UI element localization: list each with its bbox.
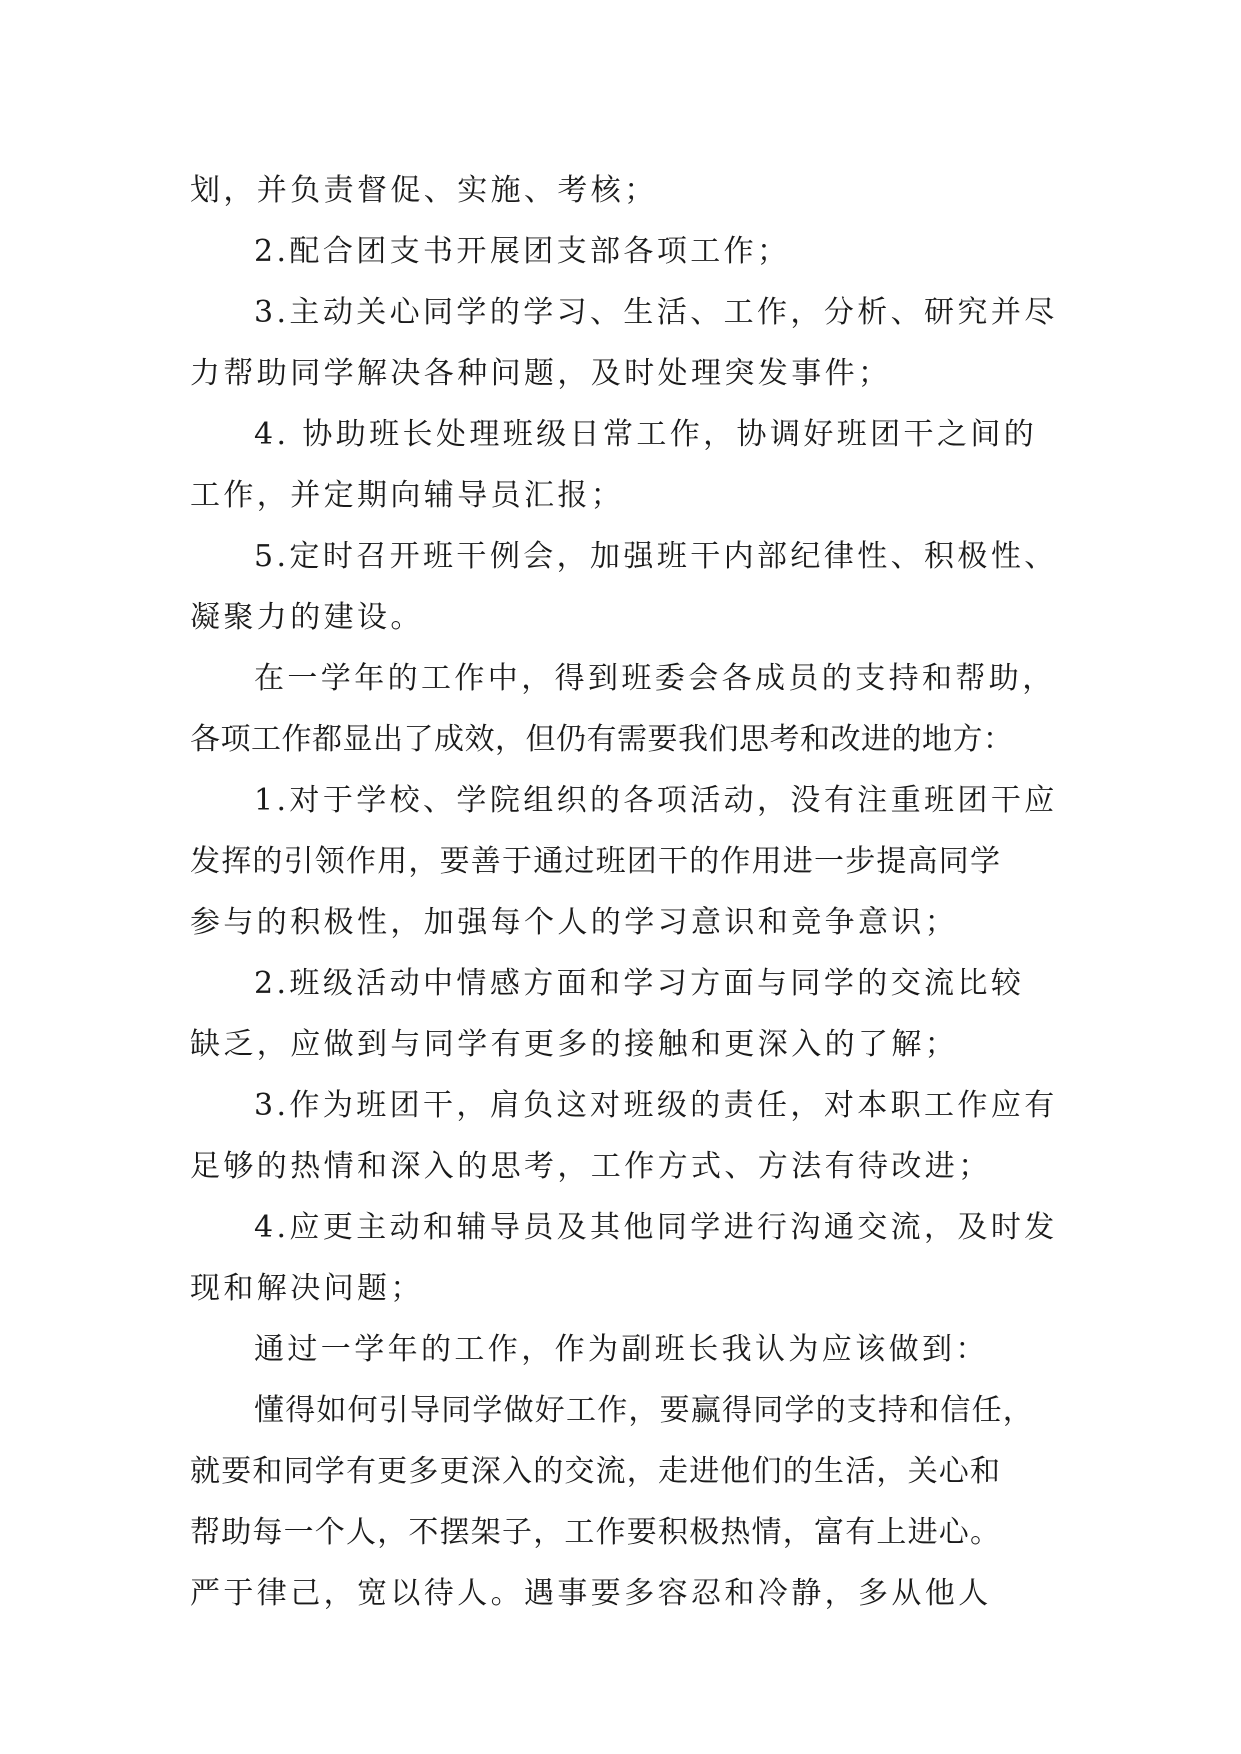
text-line: 就要和同学有更多更深入的交流，走进他们的生活，关心和 bbox=[190, 1454, 1002, 1489]
body-text bbox=[190, 160, 1070, 1624]
text-line: 在一学年的工作中，得到班委会各成员的支持和帮助， bbox=[254, 661, 1056, 696]
text-line: 4. 协助班长处理班级日常工作，协调好班团干之间的 bbox=[254, 417, 1038, 452]
text-line: 发挥的引领作用，要善于通过班团干的作用进一步提高同学 bbox=[190, 844, 1002, 879]
text-line: 缺乏，应做到与同学有更多的接触和更深入的了解； bbox=[190, 1027, 959, 1062]
text-line: 帮助每一个人，不摆架子，工作要积极热情，富有上进心。 bbox=[190, 1515, 1002, 1550]
text-line: 懂得如何引导同学做好工作，要赢得同学的支持和信任， bbox=[254, 1393, 1034, 1428]
text-line: 工作，并定期向辅导员汇报； bbox=[190, 478, 625, 513]
text-line: 严于律己，宽以待人。遇事要多容忍和冷静，多从他人 bbox=[190, 1576, 992, 1611]
text-line: 力帮助同学解决各种问题，及时处理突发事件； bbox=[190, 356, 892, 391]
text-line: 3.主动关心同学的学习、生活、工作，分析、研究并尽 bbox=[254, 295, 1058, 330]
text-line: 2.配合团支书开展团支部各项工作； bbox=[254, 234, 791, 269]
text-line: 通过一学年的工作，作为副班长我认为应该做到： bbox=[254, 1332, 989, 1367]
text-line: 各项工作都显出了成效，但仍有需要我们思考和改进的地方： bbox=[190, 722, 1014, 757]
text-line: 3.作为班团干，肩负这对班级的责任，对本职工作应有 bbox=[254, 1088, 1058, 1123]
text-line: 足够的热情和深入的思考，工作方式、方法有待改进； bbox=[190, 1149, 992, 1184]
text-line: 2.班级活动中情感方面和学习方面与同学的交流比较 bbox=[254, 966, 1025, 1001]
text-line: 5.定时召开班干例会，加强班干内部纪律性、积极性、 bbox=[254, 539, 1058, 574]
text-line: 4.应更主动和辅导员及其他同学进行沟通交流，及时发 bbox=[254, 1210, 1058, 1245]
text-line: 参与的积极性，加强每个人的学习意识和竞争意识； bbox=[190, 905, 959, 940]
text-line: 现和解决问题； bbox=[190, 1271, 424, 1306]
text-line: 划，并负责督促、实施、考核； bbox=[190, 173, 658, 208]
text-line: 凝聚力的建设。 bbox=[190, 600, 424, 635]
text-line: 1.对于学校、学院组织的各项活动，没有注重班团干应 bbox=[254, 783, 1058, 818]
